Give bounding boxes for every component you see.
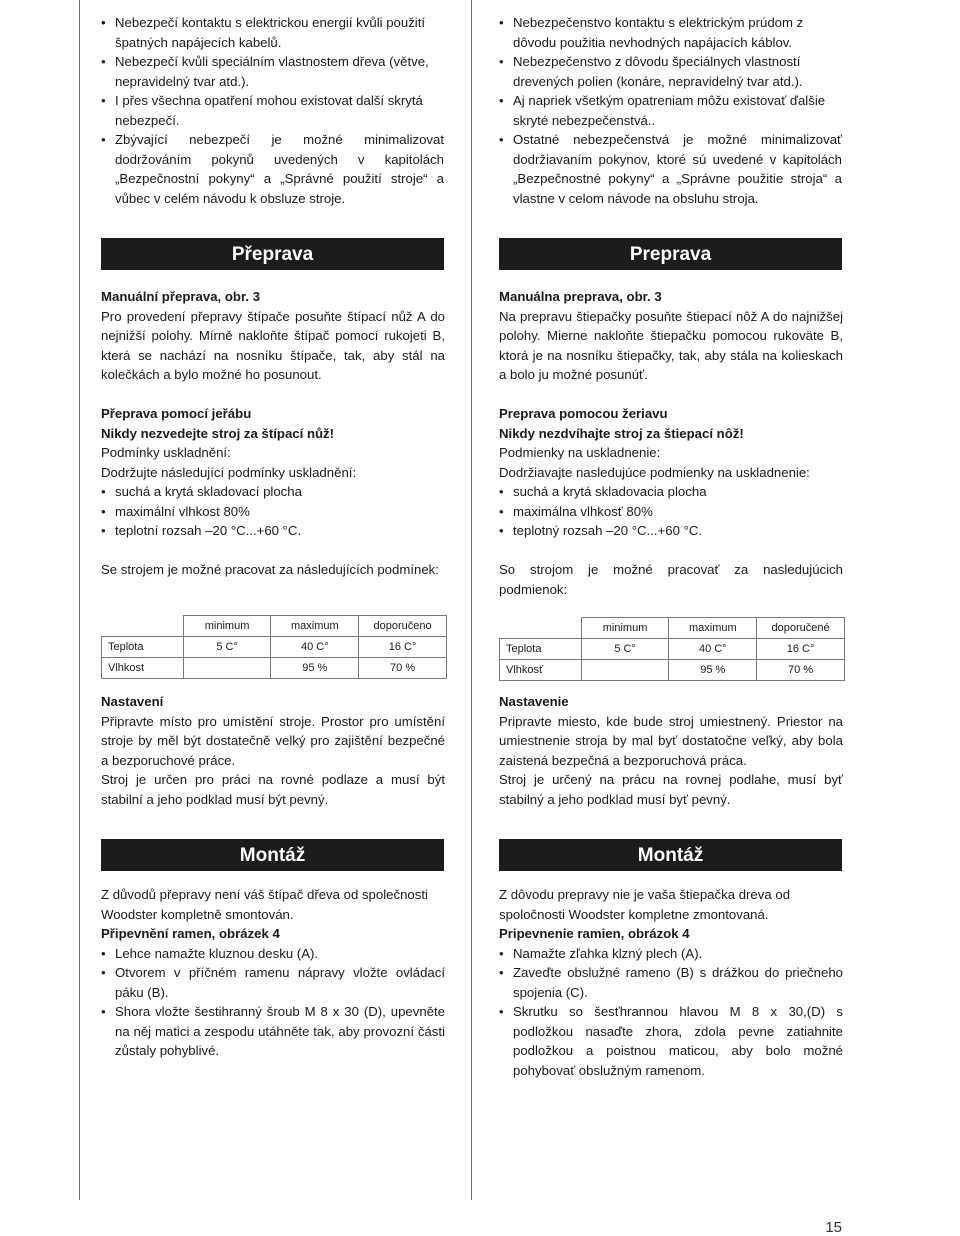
list-item: • Namažte zľahka klzný plech (A). (499, 944, 843, 964)
table-cell (581, 660, 669, 681)
table-cell: 70 % (757, 660, 845, 681)
list-item: • teplotní rozsah –20 °C...+60 °C. (101, 521, 445, 541)
list-item: • suchá a krytá skladovací plocha (101, 482, 445, 502)
list-item: • Otvorem v příčném ramenu nápravy vložte ovládací páku (B). (101, 963, 445, 1002)
setup-title: Nastavení (101, 694, 164, 709)
setup-section-cz (101, 692, 445, 809)
crane-transport-title: Přeprava pomocí jeřábu (101, 406, 252, 421)
setup-paragraph: Stroj je určen pro práci na rovné podlaze a musí být stabilní a jeho podklad musí být pevný. (101, 772, 445, 807)
assembly-heading-cz: Montáž (101, 839, 444, 871)
manual-transport-title: Manuálna preprava, obr. 3 (499, 289, 662, 304)
table-cell: Vlhkosť (500, 660, 582, 681)
list-item: • teplotný rozsah –20 °C...+60 °C. (499, 521, 843, 541)
table-cell: 95 % (271, 658, 359, 679)
storage-title: Podmínky uskladnění: (101, 445, 231, 460)
table-header: maximum (271, 616, 359, 637)
list-item: • Nebezpečí kontaktu s elektrickou energií kvůli použití špatných napájecích kabelů. (101, 13, 444, 52)
table-cell: 5 C° (581, 639, 669, 660)
table-row (102, 658, 447, 679)
table-header: doporučeno (359, 616, 447, 637)
list-item: • Nebezpečenstvo z dôvodu špeciálnych vlastností drevených polien (konáre, nepravidelný tvar atd.). (499, 52, 842, 91)
transport-heading-cz: Přeprava (101, 238, 444, 270)
table-cell: 5 C° (183, 637, 271, 658)
setup-section-sk (499, 692, 843, 809)
manual-transport-title: Manuální přeprava, obr. 3 (101, 289, 261, 304)
setup-paragraph: Stroj je určený na prácu na rovnej podlahe, musí byť stabilný a jeho podklad musí byť pevný. (499, 772, 843, 807)
list-item: • Zbývající nebezpečí je možné minimalizovat dodržováním pokynů uvedených v kapitolách „Bezpečnostní pokyny“ a „Správné použití stroje“ a vůbec v celém návodu k obsluze stroje. (101, 130, 444, 208)
assembly-section-cz (101, 885, 445, 1061)
intro-bullets-sk (499, 13, 842, 208)
list-item: • suchá a krytá skladovacia plocha (499, 482, 843, 502)
table-header: minimum (581, 618, 669, 639)
storage-intro: Dodržujte následující podmínky uskladnění: (101, 464, 357, 480)
list-item: • Shora vložte šestihranný šroub M 8 x 30 (D), upevněte na něj matici a zespodu utáhněte tak, aby provozní části zůstaly pohyblivé. (101, 1002, 445, 1061)
storage-title: Podmienky na uskladnenie: (499, 445, 661, 460)
transport-section-sk (499, 287, 843, 599)
table-cell: Teplota (102, 637, 184, 658)
table-cell (183, 658, 271, 679)
page-number: 15 (825, 1219, 842, 1236)
list-item: • maximálna vlhkosť 80% (499, 502, 843, 522)
assembly-section-sk (499, 885, 843, 1080)
crane-transport-title: Preprava pomocou žeriavu (499, 406, 668, 421)
table-cell: 40 C° (669, 639, 757, 660)
manual-transport-text: Pro provedení přepravy štípače posuňte štípací nůž A do nejnižší polohy. Mírně nakloňte štípač pomocí rukojeti B, která se nachází na nosníku štípače, tak, aby stál na kolečkách a bylo možné ho posunout. (101, 308, 445, 382)
list-item: • maximální vlhkost 80% (101, 502, 445, 522)
manual-transport-text: Na prepravu štiepačky posuňte štiepací nôž A do najnižšej polohy. Mierne nakloňte štiepačku pomocou rukoväte B, ktorá je na nosníku štiepačky, tak, aby stála na kolieskach a bolo ju možné posunúť. (499, 308, 843, 382)
list-item: • Skrutku so šesťhrannou hlavou M 8 x 30,(D) s podložkou nasaďte zhora, zdola pevne zatiahnite podložkou a poistnou maticou, aby bolo možné pohybovať obslužným ramenom. (499, 1002, 843, 1080)
arms-title: Pripevnenie ramien, obrázok 4 (499, 926, 690, 941)
assembly-heading-sk: Montáž (499, 839, 842, 871)
list-item: • Aj napriek všetkým opatreniam môžu existovať ďalšie skryté nebezpečenstvá.. (499, 91, 842, 130)
list-item: • Ostatné nebezpečenstvá je možné minimalizovať dodržiavaním pokynov, ktoré sú uvedené v kapitolách „Bezpečnostné pokyny“ a „Správne použitie stroja“ a vlastne v celom návode na obsluhu stroja. (499, 130, 842, 208)
table-cell: Vlhkost (102, 658, 184, 679)
list-item: • Nebezpečí kvůli speciálním vlastnostem dřeva (větve, nepravidelný tvar atd.). (101, 52, 444, 91)
list-item: • Lehce namažte kluznou desku (A). (101, 944, 445, 964)
table-header: doporučené (757, 618, 845, 639)
table-cell: 16 C° (757, 639, 845, 660)
column-divider-center (471, 0, 472, 1200)
table-cell: 40 C° (271, 637, 359, 658)
transport-heading-sk: Preprava (499, 238, 842, 270)
table-header: minimum (183, 616, 271, 637)
conditions-table-cz (101, 615, 447, 679)
assembly-intro: Z dôvodu prepravy nie je vaša štiepačka dreva od spoločnosti Woodster kompletne zmontovaná. (499, 887, 791, 922)
table-cell: 16 C° (359, 637, 447, 658)
arms-title: Připevnění ramen, obrázek 4 (101, 926, 280, 941)
crane-warning: Nikdy nezvedejte stroj za štípací nůž! (101, 425, 335, 441)
assembly-intro: Z důvodů přepravy není váš štípač dřeva od společnosti Woodster kompletně smontován. (101, 887, 428, 922)
setup-title: Nastavenie (499, 694, 569, 709)
table-row (102, 637, 447, 658)
operating-conditions-text: Se strojem je možné pracovat za následujících podmínek: (101, 562, 439, 577)
table-cell: 70 % (359, 658, 447, 679)
column-divider-left (79, 0, 80, 1200)
table-header: maximum (669, 618, 757, 639)
storage-intro: Dodržiavajte nasledujúce podmienky na uskladnenie: (499, 464, 810, 480)
table-cell: Teplota (500, 639, 582, 660)
list-item: • Nebezpečenstvo kontaktu s elektrickým prúdom z dôvodu použitia nevhodných napájacích káblov. (499, 13, 842, 52)
transport-section-cz (101, 287, 445, 580)
intro-bullets-cz (101, 13, 444, 208)
table-cell: 95 % (669, 660, 757, 681)
conditions-table-sk (499, 617, 845, 681)
list-item: • I přes všechna opatření mohou existovat další skrytá nebezpečí. (101, 91, 444, 130)
table-row (500, 639, 845, 660)
list-item: • Zaveďte obslužné rameno (B) s drážkou do priečneho spojenia (C). (499, 963, 843, 1002)
setup-paragraph: Pripravte miesto, kde bude stroj umiestnený. Priestor na umiestnenie stroja by mal byť dostatočne veľký, aby bola zaistená bezpečná a bezporuchová práca. (499, 713, 843, 768)
setup-paragraph: Připravte místo pro umístění stroje. Prostor pro umístění stroje by měl být dostatečně velký pro zajištění bezpečné a bezporuchové práce. (101, 713, 445, 768)
crane-warning: Nikdy nezdvíhajte stroj za štiepací nôž! (499, 425, 744, 441)
operating-conditions-text: So strojom je možné pracovať za nasledujúcich podmienok: (499, 562, 843, 597)
table-row (500, 660, 845, 681)
